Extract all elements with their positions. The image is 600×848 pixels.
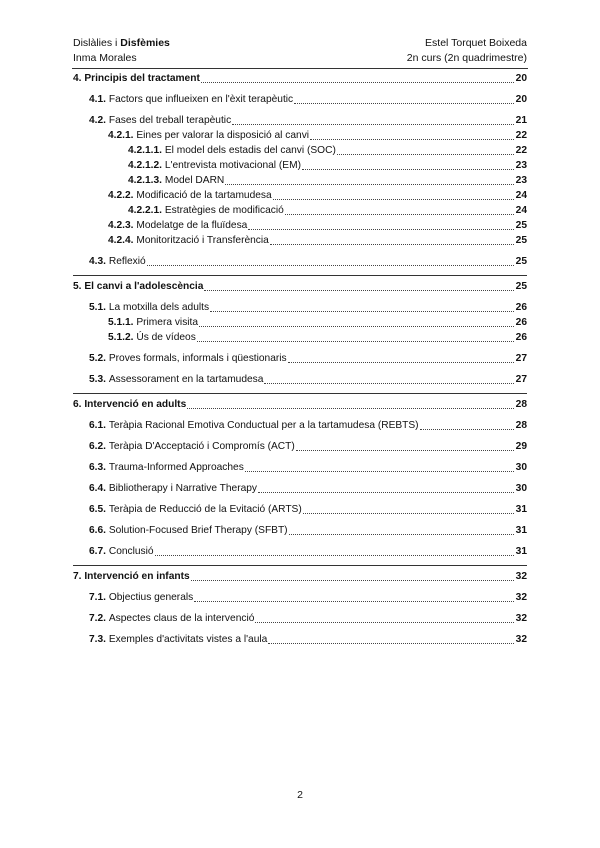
toc-entry-title: Teràpia Racional Emotiva Conductual per a la tartamudesa (REBTS) [108, 420, 419, 431]
toc-entry-number: 5.1.2. [108, 332, 134, 343]
toc-entry-number: 4.2.1.3. [128, 175, 162, 186]
toc-entry-leader [255, 622, 514, 623]
toc-entry-page: 32 [515, 571, 527, 582]
toc-entry-title: Bibliotherapy i Narrative Therapy [108, 483, 258, 494]
toc-entry-leader [310, 139, 514, 140]
toc-entry-page: 22 [515, 145, 527, 156]
toc-entry-number: 6.6. [89, 525, 106, 536]
toc-entry-number: 5.3. [89, 374, 106, 385]
toc-entry-page: 31 [515, 525, 527, 536]
toc-entry[interactable] [73, 188, 527, 203]
toc-entry-leader [303, 513, 514, 514]
toc-entry[interactable] [73, 173, 527, 188]
toc-entry[interactable] [73, 393, 527, 412]
toc-entry-leader [270, 244, 514, 245]
toc-entry-leader [232, 124, 514, 125]
toc-entry[interactable] [73, 460, 527, 475]
toc-entry[interactable] [73, 92, 527, 107]
toc-entry-leader [285, 214, 514, 215]
toc-entry-leader [264, 383, 514, 384]
toc-entry-number: 5. [73, 281, 82, 292]
toc-entry-page: 26 [515, 332, 527, 343]
toc-entry-page: 26 [515, 302, 527, 313]
toc-entry-number: 4.2.1. [108, 130, 134, 141]
author-name: Estel Torquet Boixeda [425, 37, 527, 49]
toc-entry-page: 31 [515, 546, 527, 557]
toc-entry-title: Aspectes claus de la intervenció [108, 613, 255, 624]
toc-entry-title: Modelatge de la fluïdesa [136, 220, 248, 231]
toc-entry-leader [296, 450, 514, 451]
toc-entry-title: Conclusió [108, 546, 154, 557]
toc-entry[interactable] [73, 481, 527, 496]
toc-entry[interactable] [73, 128, 527, 143]
toc-entry-number: 4.2.3. [108, 220, 134, 231]
toc-entry[interactable] [73, 372, 527, 387]
toc-entry-page: 31 [515, 504, 527, 515]
toc-entry-number: 6.3. [89, 462, 106, 473]
toc-entry-number: 4.3. [89, 256, 106, 267]
course-title [73, 36, 170, 51]
header-divider [72, 68, 528, 69]
toc-entry-page: 20 [515, 94, 527, 105]
toc-entry-leader [194, 601, 514, 602]
toc-entry[interactable] [73, 218, 527, 233]
toc-entry-page: 28 [515, 420, 527, 431]
course-title-plain: Dislàlies i [73, 37, 121, 49]
toc-entry-leader [187, 408, 514, 409]
toc-entry-leader [191, 580, 514, 581]
toc-entry-number: 7.3. [89, 634, 106, 645]
toc-entry-leader [199, 326, 514, 327]
toc-entry-page: 30 [515, 483, 527, 494]
toc-entry-title: Exemples d'activitats vistes a l'aula [108, 634, 268, 645]
toc-entry-number: 4.2.2.1. [128, 205, 162, 216]
toc-entry-number: 5.1.1. [108, 317, 134, 328]
toc-entry-number: 6.7. [89, 546, 106, 557]
toc-entry-page: 29 [515, 441, 527, 452]
toc-entry-page: 25 [515, 220, 527, 231]
toc-entry-leader [197, 341, 514, 342]
toc-entry-leader [245, 471, 514, 472]
toc-entry-page: 25 [515, 281, 527, 292]
toc-entry-leader [248, 229, 514, 230]
toc-entry[interactable] [73, 71, 527, 86]
toc-entry-number: 4.2.1.1. [128, 145, 162, 156]
toc-entry-title: Eines per valorar la disposició al canvi [136, 130, 310, 141]
course-title-bold: Disfèmies [120, 37, 170, 49]
toc-entry-title: Modificació de la tartamudesa [136, 190, 272, 201]
toc-entry-page: 25 [515, 235, 527, 246]
toc-entry-title: Reflexió [108, 256, 146, 267]
toc-entry-title: El canvi a l'adolescència [84, 281, 204, 292]
toc-entry-title: Solution-Focused Brief Therapy (SFBT) [108, 525, 288, 536]
toc-entry-number: 6.1. [89, 420, 106, 431]
toc-entry[interactable] [73, 158, 527, 173]
toc-entry[interactable] [73, 565, 527, 584]
toc-entry[interactable] [73, 143, 527, 158]
toc-entry-page: 20 [515, 73, 527, 84]
toc-entry-title: Model DARN [164, 175, 225, 186]
toc-entry-page: 27 [515, 353, 527, 364]
toc-entry-page: 23 [515, 160, 527, 171]
toc-entry[interactable] [73, 300, 527, 315]
toc-entry-title: Trauma-Informed Approaches [108, 462, 244, 473]
toc-entry-page: 32 [515, 634, 527, 645]
toc-entry[interactable] [73, 254, 527, 269]
toc-entry-number: 6.5. [89, 504, 106, 515]
toc-entry-title: Ús de vídeos [136, 332, 196, 343]
toc-entry-leader [147, 265, 514, 266]
course-term: 2n curs (2n quadrimestre) [406, 51, 527, 64]
toc-entry-number: 4.2. [89, 115, 106, 126]
toc-entry-page: 28 [515, 399, 527, 410]
toc-entry-leader [273, 199, 514, 200]
toc-entry-number: 7.1. [89, 592, 106, 603]
toc-entry-number: 6.2. [89, 441, 106, 452]
toc-entry-title: Principis del tractament [84, 73, 200, 84]
toc-entry-page: 32 [515, 613, 527, 624]
toc-entry-page: 25 [515, 256, 527, 267]
toc-entry-title: Intervenció en infants [84, 571, 190, 582]
toc-entry-number: 4.1. [89, 94, 106, 105]
toc-entry-page: 32 [515, 592, 527, 603]
toc-entry-title: Estratègies de modificació [164, 205, 284, 216]
table-of-contents [73, 71, 527, 647]
toc-entry-title: Fases del treball terapèutic [108, 115, 232, 126]
toc-entry[interactable] [73, 544, 527, 559]
header-row-1 [73, 36, 527, 51]
toc-entry-number: 5.1. [89, 302, 106, 313]
toc-entry-page: 30 [515, 462, 527, 473]
toc-entry-leader [258, 492, 514, 493]
toc-entry-title: Proves formals, informals i qüestionaris [108, 353, 287, 364]
toc-entry-title: Teràpia D'Acceptació i Compromís (ACT) [108, 441, 295, 452]
teacher-name: Inma Morales [73, 51, 137, 64]
toc-entry-title: Primera visita [136, 317, 199, 328]
toc-entry-number: 4. [73, 73, 82, 84]
toc-entry-title: Objectius generals [108, 592, 194, 603]
toc-entry-title: L'entrevista motivacional (EM) [164, 160, 301, 171]
toc-entry[interactable] [73, 233, 527, 248]
toc-entry[interactable] [73, 632, 527, 647]
toc-entry-number: 5.2. [89, 353, 106, 364]
toc-entry-leader [201, 82, 514, 83]
toc-entry[interactable] [73, 203, 527, 218]
toc-entry-leader [268, 643, 514, 644]
toc-entry-title: Assessorament en la tartamudesa [108, 374, 264, 385]
toc-entry-leader [155, 555, 514, 556]
toc-entry-leader [302, 169, 514, 170]
toc-entry-leader [337, 154, 514, 155]
toc-entry-page: 21 [515, 115, 527, 126]
toc-entry-number: 4.2.4. [108, 235, 134, 246]
toc-entry[interactable] [73, 418, 527, 433]
toc-entry-leader [225, 184, 514, 185]
toc-entry-page: 27 [515, 374, 527, 385]
toc-entry-title: Intervenció en adults [84, 399, 187, 410]
toc-entry[interactable] [73, 351, 527, 366]
toc-entry-number: 4.2.2. [108, 190, 134, 201]
toc-entry[interactable] [73, 330, 527, 345]
toc-entry[interactable] [73, 315, 527, 330]
toc-entry-title: La motxilla dels adults [108, 302, 210, 313]
toc-entry[interactable] [73, 113, 527, 128]
toc-entry-leader [420, 429, 514, 430]
toc-entry-number: 7.2. [89, 613, 106, 624]
toc-entry[interactable] [73, 611, 527, 626]
toc-entry[interactable] [73, 523, 527, 538]
page-number: 2 [297, 789, 303, 801]
page-header [73, 36, 527, 65]
toc-entry-leader [210, 311, 514, 312]
toc-entry-page: 23 [515, 175, 527, 186]
toc-entry-page: 26 [515, 317, 527, 328]
toc-entry-title: Monitorització i Transferència [136, 235, 269, 246]
toc-entry-title: Factors que influeixen en l'èxit terapèutic [108, 94, 294, 105]
toc-entry-leader [288, 362, 514, 363]
toc-entry-number: 4.2.1.2. [128, 160, 162, 171]
toc-entry[interactable] [73, 275, 527, 294]
toc-entry[interactable] [73, 439, 527, 454]
toc-entry[interactable] [73, 502, 527, 517]
toc-entry-title: Teràpia de Reducció de la Evitació (ARTS) [108, 504, 302, 515]
toc-entry-title: El model dels estadis del canvi (SOC) [164, 145, 336, 156]
toc-entry-number: 7. [73, 571, 82, 582]
toc-entry[interactable] [73, 590, 527, 605]
toc-entry-page: 24 [515, 190, 527, 201]
toc-entry-page: 22 [515, 130, 527, 141]
toc-entry-leader [294, 103, 514, 104]
toc-entry-number: 6. [73, 399, 82, 410]
toc-entry-page: 24 [515, 205, 527, 216]
toc-entry-number: 6.4. [89, 483, 106, 494]
header-row-2 [73, 51, 527, 66]
toc-entry-leader [204, 290, 514, 291]
toc-entry-leader [289, 534, 514, 535]
